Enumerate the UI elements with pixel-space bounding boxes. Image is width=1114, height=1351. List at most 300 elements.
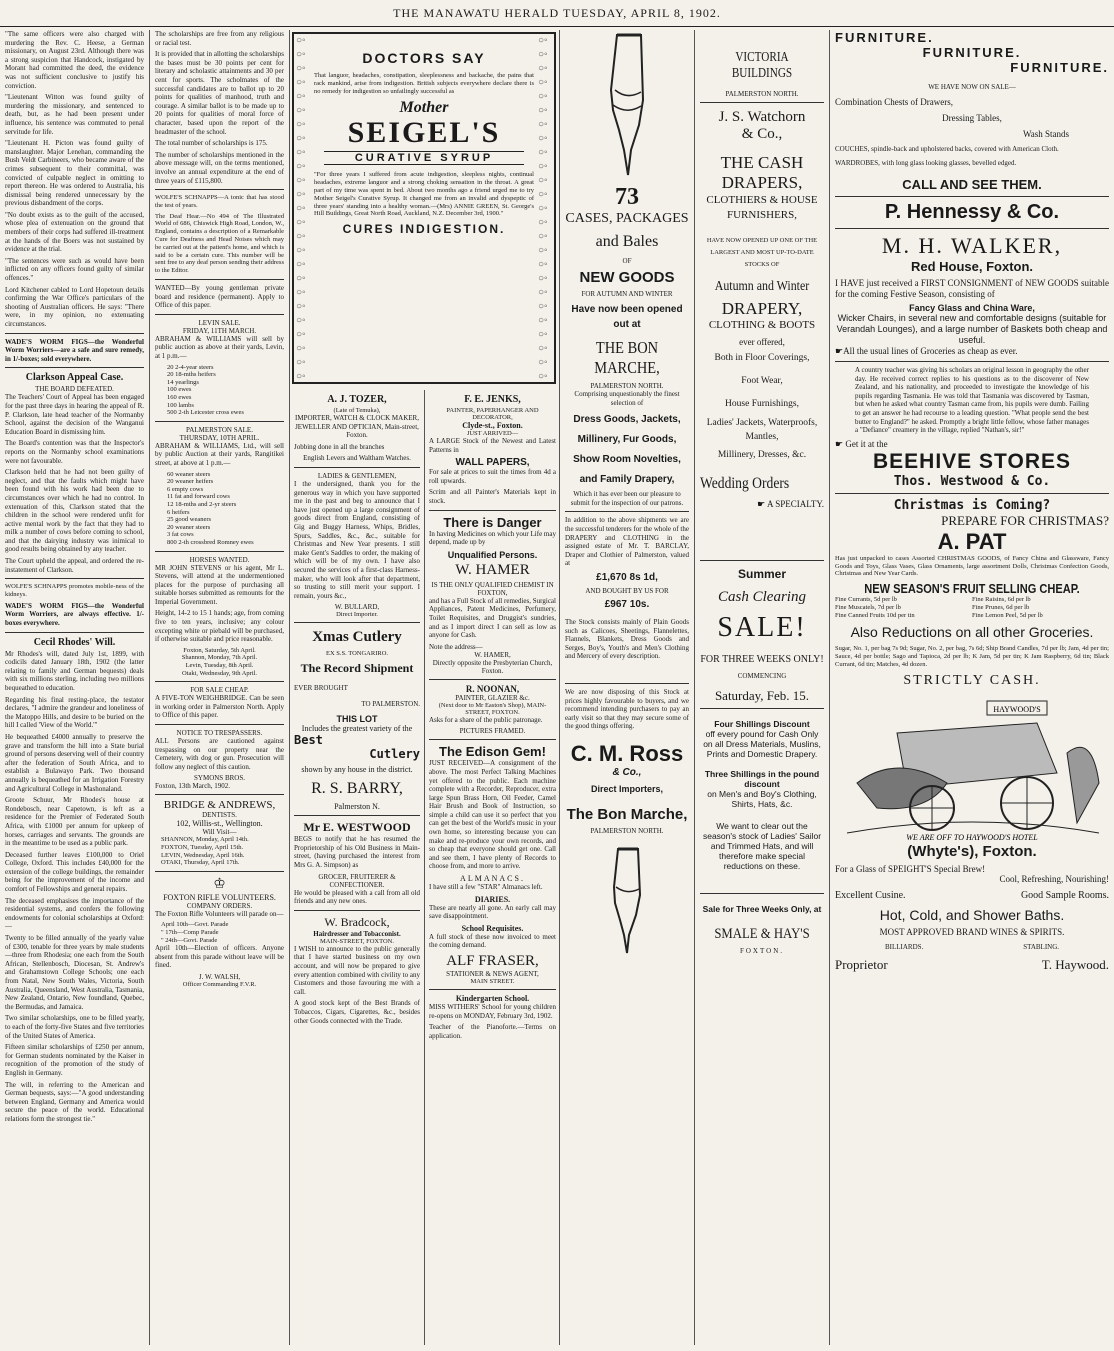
- pointing-hand-icon: ☛: [835, 438, 846, 449]
- fruit-item: Fine Currants, 5d per lb: [835, 596, 897, 604]
- westwood-heading: Mr E. WESTWOOD: [303, 820, 411, 835]
- specialty-text: A SPECIALTY.: [766, 499, 824, 509]
- stock-text: The Stock consists mainly of Plain Goods such as Calicoes, Sheetings, Flannelettes, Flannels, Blankets, Dress Goods and Serges, Boy's, Youth's and Men's Clothing and Mercery of every description.: [565, 617, 689, 661]
- bon-marche: THE BON MARCHE,: [594, 338, 660, 377]
- fruit-item: Fine Prunes, 6d per lb: [972, 604, 1030, 612]
- trespass-heading: NOTICE TO TRESPASSERS.: [176, 729, 263, 737]
- also-reductions: Also Reductions on all other Groceries.: [850, 624, 1094, 641]
- strictly-cash: STRICTLY CASH.: [903, 672, 1041, 688]
- article-paragraph: The deceased emphasises the importance of the residential systems, and confers the following endowments for colonial scholarships at Oxford:—: [5, 896, 144, 931]
- divider: [294, 467, 420, 468]
- diaries-body: These are nearly all gone. An early call may save disappointment.: [429, 903, 556, 921]
- place-item: Shannon, Monday, 7th April.: [181, 654, 258, 662]
- four-body: off every pound for Cash Only on all Dress Materials, Muslins, Prints and Domestic Drapery.: [703, 729, 821, 759]
- article-paragraph: The total number of scholarships is 175.: [155, 139, 268, 148]
- article-paragraph: Fifteen similar scholarships of £250 per annum, for German students nominated by the Kaiser in recognition of the promotion of the study of English in Germany.: [5, 1043, 144, 1077]
- four-shillings: Four Shillings Discount: [714, 719, 810, 729]
- pictures-framed: PICTURES FRAMED.: [459, 727, 526, 736]
- bullard-signature: W. BULLARD,: [334, 603, 380, 612]
- direct-importers: Direct Importers,: [590, 783, 664, 794]
- bradcock-body: I WISH to announce to the public generally that I have started business on my own account, and will now be prepared to give every attention combined with civility to any Customers and those favouring me with a call.: [294, 944, 420, 996]
- wallpapers: WALL PAPERS,: [455, 457, 530, 469]
- divider: [835, 361, 1109, 362]
- cuisine: Excellent Cusine.: [835, 889, 906, 901]
- three-shillings: Three Shillings in the pound discount: [704, 769, 820, 789]
- have-now: WE HAVE NOW ON SALE—: [928, 83, 1016, 91]
- crest-icon: ♔: [213, 876, 226, 892]
- masthead-title: THE MANAWATU HERALD TUESDAY, APRIL 8, 1902.: [393, 5, 721, 20]
- noonan-body: Asks for a share of the public patronage.: [429, 715, 543, 724]
- divider: [5, 367, 144, 368]
- jenks-body: Scrim and all Painter's Materials kept in stock.: [429, 488, 556, 505]
- drapers-line: DRAPERS,: [721, 173, 803, 192]
- ladies-heading: LADIES & GENTLEMEN,: [317, 471, 397, 480]
- seigel-name: SEIGEL'S: [347, 116, 501, 150]
- parade-item: " 17th—Comp Parade: [161, 928, 219, 936]
- hamer-body: and has a Full Stock of all remedies, Surgical Appliances, Patent Medicines, Perfumery, Toilet Requisites, and Druggist's sundries, and as I import direct I can sell as low as anyone for Cash.: [429, 596, 556, 640]
- rhodes-heading: Cecil Rhodes' Will.: [33, 636, 116, 648]
- stock-item: 12 18-mths and 2-yr steers: [167, 500, 237, 508]
- hamer-address: Directly opposite the Presbyterian Church, Foxton.: [432, 658, 553, 675]
- article-paragraph: It is provided that in allotting the scholarships the bases must be 30 points per cent for literary and scholastic attainments and 30 per cent for sports. The scholmates of the successful candidates are to ballot up to 20 points for qualities of manhood, truth and courage. A similar ballot is to be made up to 20 points for qualities of moral force of character, based upon the report of the headmaster of the school.: [155, 50, 284, 136]
- visit-item: OTAKI, Thursday, April 17th.: [161, 859, 240, 867]
- clarkson-subheading: THE BOARD DEFEATED.: [35, 385, 114, 394]
- parade-item: April 10th—Govt. Parade: [161, 921, 229, 929]
- horses-places: [155, 647, 284, 677]
- sugar-prices: Sugar, No. 1, per bag 7s 9d; Sugar, No. 2, per bag, 7s 6d; Ship Brand Candles, 7d per lb; Jam, 4d per tin; Sauce, 4d per bottle; Sago and Tapioca, 2d per lb; K Jam, 5d per tin; K Jam Raspberry, 6d tin; Black Currant, 6d tin; Matches, 4d dozen.: [835, 645, 1109, 668]
- column-1: [0, 30, 150, 1345]
- comprising-line: Comprising unquestionably the finest selection of: [574, 390, 680, 407]
- apat-name: A. PAT: [937, 528, 1007, 554]
- article-paragraph: "The sentences were such as would have been inflicted on any officers found guilty of similar offences.": [5, 256, 144, 283]
- divider: [429, 510, 556, 511]
- features-row: [835, 890, 1109, 901]
- clearing-line: Cash Clearing: [718, 589, 806, 605]
- chests-line: Combination Chests of Drawers,: [835, 97, 953, 107]
- trespass-date: Foxton, 13th March, 1902.: [155, 782, 231, 791]
- article-paragraph: The Teachers' Court of Appeal has been engaged for the past three days in hearing the appeal of R. P. Clarkson, late head teacher of the Normanby School, against the decision of the Wanganui Education Board in dismissing him.: [5, 393, 144, 436]
- article-paragraph: He bequeathed £4000 annually to preserve the grave and transform the hill into a State burial ground of persons deserving well of their country after the federation of South Africa, and to establish a Bulawayo Park. Two thousand annually is bequeathed for an Irrigation Forestry and Agricultural College in Mashonaland.: [5, 732, 144, 793]
- which-line: Which it has ever been our pleasure to submit for the inspection of our patrons.: [570, 490, 684, 507]
- westwood-co: Thos. Westwood & Co.: [893, 473, 1051, 489]
- billiards: BILLIARDS.: [884, 942, 924, 951]
- stock-item: 100 ewes: [167, 386, 192, 394]
- article-paragraph: Clarkson held that he had not been guilty of neglect, and that the faults which might have been found with his work had been due to circumstances over which he had no control. In extenuation of this, Clarkson stated that the children in the school were rendered unfit for active mental work by the fact that they had to milk a number of cows before coming to school, and that the dairying industry was inimical to good results being obtained by any teacher.: [5, 468, 144, 554]
- fruit-heading: NEW SEASON'S FRUIT SELLING CHEAP.: [864, 581, 1080, 597]
- bridge-visit-list: [155, 836, 284, 866]
- forsale-heading: FOR SALE CHEAP.: [190, 686, 249, 695]
- westwood-body: He would be pleased with a call from all old friends and any new ones.: [294, 888, 420, 906]
- column-3: [290, 30, 560, 1345]
- trespass-body: ALL Persons are cautioned against trespassing on our property near the Cemetery, with dog or gun. Prosecution will follow any neglect of this caution.: [155, 737, 284, 771]
- cases-line: CASES, PACKAGES: [565, 211, 689, 226]
- jenks-body: For sale at prices to suit the times from 4d a roll upwards.: [429, 468, 556, 485]
- jenks-subheading: PAINTER, PAPERHANGER AND DECORATOR,: [446, 407, 539, 421]
- addition-text: In addition to the above shipments we are the successful tenderers for the whole of the DRAPERY and CLOTHING in the assigned estate of Mr. T. BARCLAY, Draper and Clothier of Palmerston, valued at: [565, 516, 689, 568]
- danger-heading: There is Danger: [443, 514, 542, 530]
- furniture-line-1: FURNITURE.: [835, 30, 934, 45]
- cash-line: THE CASH: [720, 153, 804, 172]
- fruit-item: Fine Raisins, 6d per lb: [972, 596, 1031, 604]
- three-weeks-sale: Sale for Three Weeks Only, at: [702, 904, 822, 914]
- palmerston-sale-date: THURSDAY, 10TH APRIL.: [179, 433, 260, 442]
- horses-heading: HORSES WANTED.: [189, 555, 250, 564]
- divider: [5, 632, 144, 633]
- couches-line: COUCHES, spindle-back and upholstered backs, covered with American Cloth.: [835, 145, 1059, 153]
- column-5: [695, 30, 830, 1345]
- cutlery-word: Cutlery: [369, 747, 420, 762]
- outat-line: out at: [613, 319, 641, 330]
- bridge-subheading: DENTISTS.: [202, 811, 237, 820]
- walker-body: I HAVE just received a FIRST CONSIGNMENT of NEW GOODS suitable for the coming Festive Season, consisting of: [835, 278, 1109, 299]
- wanted-notice: WANTED—By young gentleman private board and residence (permanent). Apply to Office of this paper.: [155, 284, 284, 310]
- opened-line: Have now been opened: [571, 304, 683, 315]
- bradcock-heading: W. Bradcock,: [324, 914, 390, 929]
- divider: [429, 739, 556, 740]
- palmerston-sale-heading: PALMERSTON SALE.: [186, 425, 253, 434]
- wicker-line: Wicker Chairs, in several new and comfortable designs (suitable for Verandah Lounges), and a large number of Baskets both cheap and useful.: [836, 313, 1108, 345]
- divider: [155, 794, 284, 795]
- sample-rooms: Good Sample Rooms.: [1020, 889, 1109, 901]
- border-ornament: ○◦○◦○◦○◦○◦○◦○◦○◦○◦○◦○◦○◦○◦○◦○◦○◦○◦○◦○◦○◦○◦○◦○◦○◦○◦: [538, 35, 548, 382]
- wolfe-ad: WOLFE'S SCHNAPPS—A tonic that has stood the test of years.: [155, 194, 284, 209]
- drapery-line: DRAPERY,: [721, 299, 803, 318]
- whytes-foxton: (Whyte's), Foxton.: [907, 842, 1037, 860]
- rifle-signature: J. W. WALSH,: [198, 972, 241, 981]
- tozer-subheading: (Late of Temuka),: [333, 407, 381, 414]
- article-paragraph: The Board's contention was that the Inspector's reports on the Normanby school examinations were not favourable.: [5, 439, 144, 465]
- divider: [155, 189, 284, 190]
- hamer-note: Note the address—: [429, 642, 483, 651]
- wolfe-ad: WOLFE'S SCHNAPPS promotes mobile-ness of the kidneys.: [5, 583, 144, 599]
- pointing-hand-icon: ☛: [757, 499, 767, 509]
- furniture-line-3: FURNITURE.: [1010, 60, 1109, 75]
- levin-sale-date: FRIDAY, 11TH MARCH.: [182, 326, 257, 335]
- horses-requirements: Height, 14-2 to 15 1 hands; age, from coming five to ten years, inclusive; any colour excepting white or piebald will be purchased, if otherwise suitable and price reasonable.: [155, 609, 284, 644]
- column-2: [150, 30, 290, 1345]
- tozer-heading: A. J. TOZER,: [327, 394, 387, 405]
- article-paragraph: The will, in referring to the American and German bequests, says:—"A good understanding between England, Germany and America would secure the peace of the world. Educational relations form the strongest tie.": [5, 1080, 144, 1123]
- bradcock-subheading: Hairdresser and Tobacconist.: [313, 929, 401, 938]
- bridge-heading: BRIDGE & ANDREWS,: [163, 799, 276, 812]
- fruit-item: Fine Lemon Peel, 5d per lb: [972, 612, 1043, 620]
- bon-marche-2: The Bon Marche,: [566, 805, 688, 823]
- divider: [155, 279, 284, 280]
- divider: [429, 679, 556, 680]
- article-paragraph: Groote Schuur, Mr Rhodes's house at Rondebosch, near Capetown, is left as a residence for the Premier of Federated South Africa, with £1000 per annum for upkeep of horses, carriages and servants. The grounds are in the meantime to be used as a public park.: [5, 796, 144, 848]
- xmas-ship: EX S.S. TONGARIRO.: [325, 650, 389, 658]
- border-ornament: ○◦○◦○◦○◦○◦○◦○◦○◦○◦○◦○◦○◦○◦○◦○◦○◦○◦○◦○◦○◦○◦○◦○◦○◦○◦: [296, 35, 306, 382]
- tables-line: Dressing Tables,: [942, 113, 1002, 123]
- rifle-note: April 10th—Election of officers. Anyone absent from this parade without leave will be fined.: [155, 944, 284, 970]
- divider: [155, 724, 284, 725]
- red-house: Red House, Foxton.: [910, 259, 1034, 274]
- stock-item: 6 heifers: [167, 508, 190, 516]
- article-paragraph: Two similar scholarships, one to be filled yearly, to each of the forty-five States and five territories of the United States of America.: [5, 1014, 144, 1040]
- palmerston-line: PALMERSTON NORTH.: [590, 382, 664, 390]
- sale-line: SALE!: [717, 612, 807, 643]
- divider: [700, 708, 824, 709]
- offer-list: [700, 347, 824, 467]
- masthead: [0, 0, 1114, 27]
- divider: [155, 871, 284, 872]
- jenks-heading: F. E. JENKS,: [464, 394, 521, 405]
- bullard-title: Direct Importer.: [336, 611, 378, 619]
- cases-count: 73: [615, 184, 639, 210]
- of-line: OF: [622, 257, 632, 265]
- christmas-coming: Christmas is Coming?: [893, 497, 1051, 513]
- bradcock-body: A good stock kept of the Best Brands of Tobaccos, Cigars, Cigarettes, &c., besides other Goods connected with the Trade.: [294, 999, 420, 1025]
- cmross-name: C. M. Ross: [570, 740, 684, 766]
- visit-item: LEVIN, Wednesday, April 16th.: [161, 851, 245, 859]
- stock-item: 800 2-th crossbred Romney ewes: [167, 538, 254, 546]
- wade-ad: WADE'S WORM FIGS—the Wonderful Worm Worriers, are always effective. 1/- boxes everywhere.: [5, 601, 144, 628]
- place-item: Otaki, Wednesday, 9th April.: [181, 669, 258, 677]
- fraser-address: MAIN STREET.: [470, 978, 515, 985]
- coach-illustration: [837, 693, 1107, 843]
- teacher-story: A country teacher was giving his scholars an original lesson in geography the other day. He received correct replies to his questions as to the discoverer of New Zealand, and his nationality, and proceeded to investigate the knowledge of his pupils regarding Tasmania. He was told that Tasmania was discovered by Tasman, but when he asked what country Tasman came from, his pupils were dumb. Failing to get an answer he had recourse to a leading question. "What people send the best butter to England?" he asked. Promptly a bright little fellow, whose father manages a "Defiance" creamery in the village, replied "Nathan's, sir!": [855, 366, 1089, 435]
- seigel-testimonial: "For three years I suffered from acute indigestion, sleepless nights, continual headaches, extreme languor and a strong choking sensation in the throat. A great part of my time was spent in bed. About two months ago a friend urged me to try Mother Seigel's Curative Syrup. It changed me from an invalid and dyspeptic of three years' standing into a healthy woman.—(Mrs) ANNIE GREEN, St. George's Hill Buildings, Great North Road, Auckland, N.Z. December 3rd, 1900.": [314, 171, 534, 218]
- clothing-line: CLOTHING & BOOTS: [708, 319, 816, 331]
- divider: [835, 228, 1109, 229]
- call-see: CALL AND SEE THEM.: [902, 177, 1042, 192]
- fancy-line: Fancy Glass and China Ware,: [909, 303, 1035, 313]
- stock-item: 6 empty cows: [167, 485, 204, 493]
- jenks-address: Clyde-st., Foxton.: [462, 421, 523, 430]
- three-weeks: FOR THREE WEEKS ONLY!: [700, 654, 824, 665]
- fruit-item: Fine Canned Fruits 10d per tin: [835, 612, 915, 620]
- walker-name: M. H. WALKER,: [881, 233, 1063, 258]
- seigel-mother: Mother: [399, 99, 449, 117]
- tozer-line: Jobbing done in all the branches: [294, 442, 385, 451]
- wedding-orders: Wedding Orders: [700, 475, 790, 492]
- fraser-subheading: STATIONER & NEWS AGENT,: [446, 970, 539, 978]
- school-heading: School Requisites.: [461, 923, 524, 933]
- get-it-text: Get it at the: [845, 438, 888, 449]
- almanacs-body: I have still a few "STAR" Almanacs left.: [429, 883, 543, 892]
- divider: [294, 815, 420, 816]
- article-paragraph: "Lieutenant H. Picton was found guilty of manslaughter. Major Lenehan, commanding the Bush Veldt Carbineers, who became aware of the crimes subsequent to their committal, was convicted of culpable neglect in omitting to report thereon. He was ordered to Australia, his dismissal being rendered unnecessary by the previous disbandment of the corps.: [5, 139, 144, 208]
- bought-line: AND BOUGHT BY US FOR: [585, 586, 669, 595]
- prepare-christmas: PREPARE FOR CHRISTMAS?: [941, 512, 1109, 528]
- coach-banner: WE ARE OFF TO HAYWOOD'S HOTEL: [906, 832, 1038, 842]
- divider: [565, 683, 689, 684]
- levin-stock-list: [155, 364, 284, 417]
- new-goods: NEW GOODS: [579, 269, 675, 286]
- proprietor-row: [835, 957, 1109, 973]
- disposing-text: We are now disposing of this Stock at prices highly favourable to buyers, and we recommend intending purchasers to pay an early visit so that they may secure some of the good things offering.: [565, 687, 689, 731]
- stock-item: 20 18-mths heifers: [167, 371, 216, 379]
- hennessy-name: P. Hennessy & Co.: [884, 201, 1060, 223]
- westwood-trade: GROCER, FRUITERER & CONFECTIONER.: [318, 872, 396, 889]
- bought-amount: £967 10s.: [604, 598, 650, 610]
- edison-body: JUST RECEIVED—A consignment of the above. The most Perfect Talking Machines yet offered to the public. Each machine complete with a Recorder, Reproducer, extra large Spun Brass Horn, Oil Feeder, Camel Hair Brush and Book of Instruction, so simple a child can use it so perfect that you can get the best of the World's music in your own home, so interesting because you can make and re-produce your own records, and so cheap that everyone should get one. Call and see them, I have plenty of Records to choose from, and more to arrive.: [429, 759, 556, 871]
- includes-text: Includes the greatest variety of the: [301, 724, 413, 734]
- horses-body: MR JOHN STEVENS or his agent, Mr L. Stevens, will attend at the undermentioned places for the purpose of purchasing all suitable horses submitted as remounts for the Imperial Government.: [155, 563, 284, 606]
- column-3b: [425, 390, 560, 1345]
- hamer-signature: W. HAMER,: [474, 650, 511, 659]
- stock-item: 500 2-th Leicester cross ewes: [167, 409, 244, 417]
- stock-item: 3 fat cows: [167, 531, 194, 539]
- school-body: A full stock of these now invoiced to meet the coming demand.: [429, 932, 556, 950]
- stock-item: 25 good weaners: [167, 516, 212, 524]
- season-line: FOR AUTUMN AND WINTER: [581, 290, 673, 298]
- cool-line: Cool, Refreshing, Nourishing!: [999, 873, 1109, 884]
- shown-text: shown by any house in the district.: [301, 765, 413, 775]
- hamer-name: W. HAMER: [455, 561, 530, 578]
- want-text: We want to clear out the season's stock of Ladies' Sailor and Trimmed Hats, and will therefore make special reductions on these.: [702, 821, 822, 871]
- divider: [294, 910, 420, 911]
- levin-sale-body: ABRAHAM & WILLIAMS will sell by public auction as above at their yards, Levin, at 1 p.m.—: [155, 334, 284, 361]
- divider: [155, 551, 284, 552]
- palmerston-line: PALMERSTON NORTH.: [725, 90, 799, 98]
- rifle-parade-list: [155, 921, 284, 944]
- rifle-body: The Foxton Rifle Volunteers will parade on—: [155, 909, 284, 918]
- parade-item: " 24th—Govt. Parade: [161, 936, 218, 944]
- jenks-body: A LARGE Stock of the Newest and Latest Patterns in: [429, 437, 556, 454]
- danger-body: In having Medicines on which your Life may depend, made up by: [429, 529, 556, 547]
- ever-brought: EVER BROUGHT: [294, 684, 348, 693]
- kindergarten-heading: Kindergarten School.: [455, 994, 530, 1003]
- stock-item: 60 weaner steers: [167, 470, 211, 478]
- divider: [700, 560, 824, 561]
- article-paragraph: The Court upheld the appeal, and ordered the re-instatement of Clarkson.: [5, 557, 144, 574]
- tozer-line: English Levers and Waltham Watches.: [303, 454, 411, 463]
- this-lot: THIS LOT: [336, 714, 378, 725]
- article-paragraph: "The same officers were also charged with murdering the Rev. C. Heese, a German missionary, on August 23rd. Although there was a strong suspicion that Handcock, instigated by Morant had committed the deed, the evidence was not sufficient conclusive to justify his conviction.: [5, 30, 144, 90]
- opened-line: HAVE NOW OPENED UP ONE OF THE LARGEST AND MOST UP-TO-DATE STOCKS OF: [706, 237, 818, 268]
- stock-item: 20 2-4-year steers: [167, 363, 214, 371]
- wade-ad: WADE'S WORM FIGS—the Wonderful Worm Worriers—are a safe and sure remedy, in 1/-boxes; sold everywhere.: [5, 337, 144, 363]
- diaries-heading: DIARIES.: [474, 894, 511, 904]
- bridge-address: 102, Willis-st., Wellington.: [176, 819, 263, 829]
- article-paragraph: Deceased further leaves £100,000 to Oriel College, Oxford. This includes £40,000 for the extension of the college buildings, the remainder being for the improvement of the income and comfort of Fellowships and general repairs.: [5, 850, 144, 894]
- article-paragraph: Regarding his final resting-place, the testator declares, "I admire the grandeur and loneliness of the Matoppo Hills, and desire to be buried on the hill I called 'View of the World.'": [5, 695, 144, 730]
- bales-line: and Bales: [595, 233, 659, 250]
- divider: [294, 622, 420, 623]
- trespass-signature: SYMONS BROS.: [194, 774, 245, 783]
- clarkson-heading: Clarkson Appeal Case.: [25, 372, 124, 384]
- specialty-line: [700, 499, 824, 510]
- xmas-cutlery-heading: Xmas Cutlery: [312, 629, 402, 646]
- seigel-syrup-ad: [292, 32, 556, 384]
- article-paragraph: The number of scholarships mentioned in the above message will, on the terms mentioned, involve an annual expenditure at the end of three years of £115,800.: [155, 150, 284, 185]
- cmross-co: & Co.,: [612, 766, 642, 778]
- kindergarten-body: MISS WITHERS' School for young children re-opens on MONDAY, February 3rd, 1902.: [429, 1003, 556, 1020]
- almanacs-heading: ALMANACS.: [460, 874, 525, 884]
- baths-line: Hot, Cold, and Shower Baths.: [879, 906, 1065, 923]
- divider: [700, 893, 824, 894]
- stock-item: 14 yearlings: [167, 378, 199, 386]
- offer-item: Ladies' Jackets, Waterproofs, Mantles,: [706, 418, 818, 442]
- visit-item: FOXTON, Tuesday, April 15th.: [161, 843, 244, 851]
- pointing-hand-icon: ☛: [835, 346, 844, 356]
- column-4: [560, 30, 695, 1345]
- westwood-body: BEGS to notify that he has resumed the Proprietorship of his Old Business in Main-street, (having purchased the interest from Mrs G. A. Simpson) as: [294, 835, 420, 870]
- stock-item: 11 fat and forward cows: [167, 493, 230, 501]
- barry-place: Palmerston N.: [334, 802, 380, 812]
- noonan-subheading: PAINTER, GLAZIER &c.: [455, 693, 530, 702]
- palmerston-sale-body: ABRAHAM & WILLIAMS, Ltd., will sell by public Auction at their yards, Rangitikei street, at above at 1 p.m.—: [155, 441, 284, 467]
- furniture-line-2: FURNITURE.: [922, 45, 1022, 60]
- victoria-buildings: VICTORIA BUILDINGS: [731, 50, 793, 81]
- column-6: [830, 30, 1114, 1345]
- ladies-body: I the undersigned, thank you for the generous way in which you have supported me in the past and beg to announce that I have just opened up a large consignment of goods direct from England, consisting of Gig and Buggy Harness, Whips, Bridles, Spurs, Saddles, &c., &c., suitable for Christmas and New Year presents. I still make Gent's Saddles to order, the making of which will be of my own. I have also secured the services of a first-class Harness-maker, who will look after that department, so trusting to still merit your support. I remain, yours &c.,: [294, 479, 420, 600]
- deaf-notice: The Deaf Hear.—No 494 of The Illustrated World of 686, Chiswick High Road, London, W., England, contains a description of a Remarkable Cure for Deafness and Head Noises which may be carried out at the patient's home, and which is said to be a certain cure. This number will be sent free to any deaf person sending their address to the Editor.: [155, 212, 284, 275]
- rifle-subheading: COMPANY ORDERS.: [186, 901, 253, 910]
- commencing: COMMENCING: [737, 672, 787, 680]
- ever-line: ever offered,: [739, 337, 785, 347]
- article-paragraph: Twenty to be filled annually of the yearly value of £300, tenable for three years by male students—three from Rhodesia; one each from the South African, Stellenbosch, Diocesan, St. Andrew's and Grahamstown College Schools; one each from Natal, New South Wales, Victoria, South Australia, Queensland, West Australia, Tasmania, New Zealand, Ontario, New foundland, Quebec, the Bermudas, and Jamaica.: [5, 934, 144, 1011]
- kindergarten-body: Teacher of the Pianoforte.—Terms on application.: [429, 1023, 556, 1040]
- article-paragraph: "Lieutenant Witton was found guilty of murdering the missionary, and sentenced to death, but, as he had been present under influence, his sentence was commuted to penal servitude for life.: [5, 93, 144, 136]
- proprietor-label: Proprietor: [835, 956, 888, 972]
- seigel-footer: CURES INDIGESTION.: [342, 222, 506, 237]
- watchorn-name: J. S. Watchorn: [718, 109, 806, 125]
- fruit-prices: [835, 596, 1109, 620]
- stock-item: 20 weaner steers: [167, 523, 211, 531]
- record-shipment: The Record Shipment: [300, 661, 414, 676]
- tozer-body: IMPORTER, WATCH & CLOCK MAKER, JEWELLER AND OPTICIAN, Main-street, Foxton.: [295, 414, 419, 440]
- usual-text: All the usual lines of Groceries as cheap as ever.: [843, 346, 1018, 356]
- best-word: Best: [294, 733, 323, 748]
- unqualified: Unqualified Persons.: [447, 549, 538, 560]
- levin-sale-heading: LEVIN SALE.: [198, 318, 241, 327]
- brands-line: MOST APPROVED BRAND WINES & SPIRITS.: [879, 926, 1065, 937]
- article-paragraph: "No doubt exists as to the guilt of the accused, whose plea of extenuation on the ground that members of their corps had suffered ill-treatment at the hands of the Boers was not sustained by evidence at the trial.: [5, 210, 144, 254]
- hamer-subheading: IS THE ONLY QUALIFIED CHEMIST IN FOXTON,: [431, 580, 554, 597]
- divider: [835, 196, 1109, 197]
- noonan-address: (Next door to Mr Easton's Shop), MAIN-STREET, FOXTON.: [438, 701, 547, 716]
- stock-item: 100 lambs: [167, 401, 194, 409]
- get-it-line: [835, 439, 1109, 450]
- seigel-product: CURATIVE SYRUP: [324, 151, 524, 165]
- clothiers-line: CLOTHIERS & HOUSE FURNISHERS,: [706, 194, 818, 221]
- foxton-line: FOXTON.: [739, 947, 784, 955]
- to-palmerston: TO PALMERSTON.: [361, 700, 420, 709]
- column-3a: [290, 390, 425, 1345]
- divider: [835, 493, 1109, 494]
- sale-date: Saturday, Feb. 15.: [714, 688, 810, 703]
- stock-item: 160 ewes: [167, 394, 192, 401]
- article-paragraph: Lord Kitchener cabled to Lord Hopetoun details confirming the War Office's particulars of the shooting of Australian officers. He says: "There were, in my opinion, no extenuating circumstances.: [5, 285, 144, 328]
- seigel-heading: DOCTORS SAY: [362, 50, 486, 66]
- usual-line: [835, 346, 1109, 357]
- offer-item: Millinery, Dresses, &c.: [717, 450, 807, 460]
- barry-name: R. S. BARRY,: [311, 780, 403, 798]
- beehive-stores: BEEHIVE STORES: [873, 449, 1071, 473]
- article-paragraph: Mr Rhodes's will, dated July 1st, 1899, with codicils dated January 18th, 1902 (the latter relating to family and German bequests) deals with six millions sterling, including two millions bequeathed to education.: [5, 649, 144, 692]
- palmerston-line: PALMERSTON NORTH.: [590, 826, 664, 835]
- divider: [155, 681, 284, 682]
- divider: [5, 578, 144, 579]
- proprietor-name: T. Haywood.: [1041, 956, 1109, 972]
- divider: [429, 989, 556, 990]
- divider: [5, 333, 144, 334]
- seigel-intro: That languor, headaches, constipation, sleeplessness and backache, the pains that rack mankind, arise from indigestion. British subjects everywhere declare there is no remedy for indigestion so unfailingly successful as: [314, 72, 534, 95]
- offer-item: House Furnishings,: [725, 399, 799, 409]
- divider: [155, 314, 284, 315]
- offer-item: Foot Wear,: [741, 376, 783, 386]
- autumn-winter: Autumn and Winter: [714, 279, 810, 294]
- palmerston-stock-list: [155, 471, 284, 547]
- stands-line: Wash Stands: [1022, 129, 1069, 139]
- three-body: on Men's and Boy's Clothing, Shirts, Hats, &c.: [707, 789, 817, 809]
- stabling: STABLING.: [1023, 942, 1060, 951]
- stock-item: 20 weaner heifers: [167, 478, 214, 486]
- speight-line: For a Glass of SPEIGHT'S Special Brew!: [835, 863, 986, 874]
- fraser-name: ALF FRASER,: [446, 953, 539, 969]
